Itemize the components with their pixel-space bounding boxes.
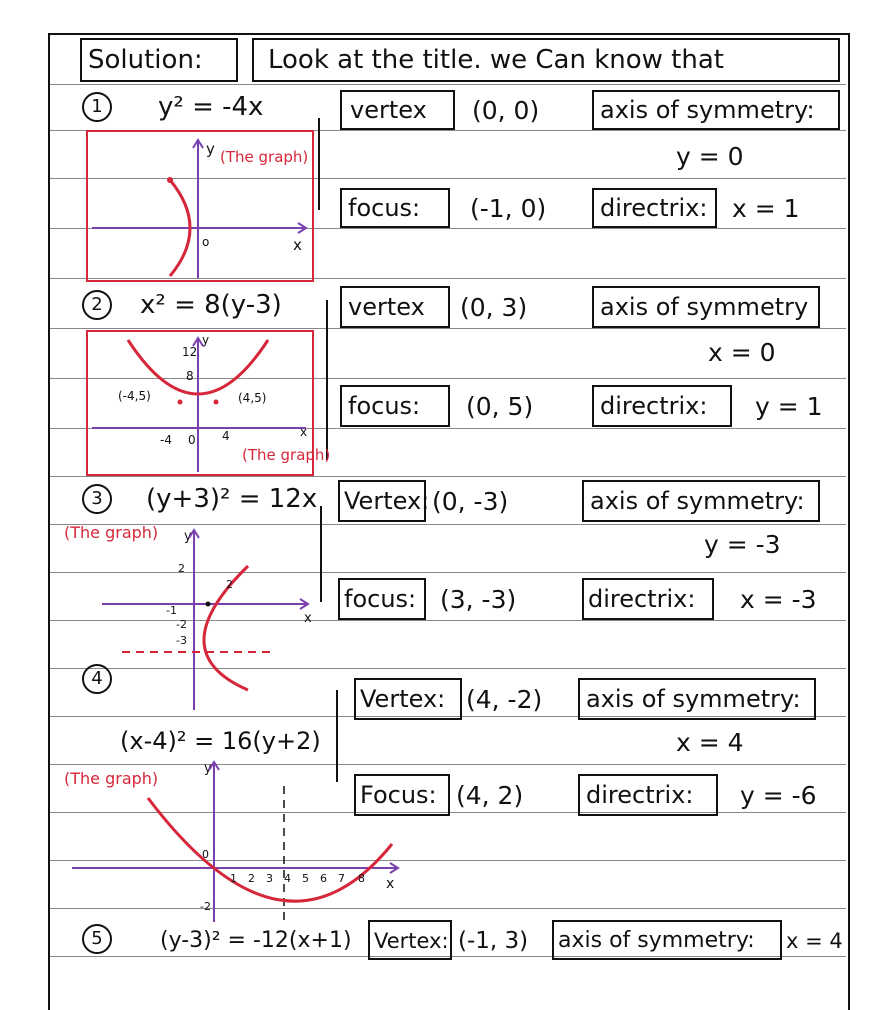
tick-label: -2 bbox=[176, 618, 187, 631]
vertex-label: Vertex: bbox=[360, 685, 446, 713]
axis-label: axis of symmetry: bbox=[586, 685, 801, 713]
focus-label: focus: bbox=[348, 392, 421, 420]
tick-label: -4 bbox=[160, 433, 172, 447]
directrix-label: directrix: bbox=[588, 585, 696, 613]
vertex-label: Vertex: bbox=[344, 487, 430, 515]
graph-2-svg bbox=[88, 332, 331, 474]
y-axis-label: y bbox=[206, 140, 215, 158]
parabola-curve bbox=[148, 798, 395, 901]
vertex-label: vertex bbox=[348, 293, 425, 321]
equation: x² = 8(y-3) bbox=[140, 290, 282, 320]
graph-caption: (The graph) bbox=[64, 523, 159, 542]
vertex-value: (0, -3) bbox=[432, 487, 509, 516]
directrix-label: directrix: bbox=[600, 194, 708, 222]
tick-label: 7 bbox=[338, 872, 345, 885]
tick-label: 3 bbox=[266, 872, 273, 885]
vertex-label: Vertex: bbox=[374, 929, 449, 953]
problem-number: 1 bbox=[82, 92, 112, 122]
tick-label: -2 bbox=[200, 900, 211, 913]
tick-label: 1 bbox=[230, 872, 237, 885]
tick-label: 2 bbox=[248, 872, 255, 885]
y-axis-label: y bbox=[204, 761, 212, 776]
point bbox=[214, 400, 219, 405]
tick-label: 8 bbox=[186, 369, 194, 383]
axis-label: axis of symmetry: bbox=[558, 928, 755, 953]
focus-label: focus: bbox=[344, 585, 417, 613]
point-label: (-4,5) bbox=[118, 389, 151, 403]
axis-value: x = 4 bbox=[676, 728, 744, 757]
axis-value: y = -3 bbox=[704, 530, 781, 559]
axis-value: y = 0 bbox=[676, 142, 744, 171]
vertex-label: vertex bbox=[350, 96, 427, 124]
directrix-value: y = 1 bbox=[755, 392, 823, 421]
point bbox=[206, 602, 211, 607]
tick-label: 6 bbox=[320, 872, 327, 885]
tick-label: 12 bbox=[182, 345, 198, 359]
focus-value: (3, -3) bbox=[440, 585, 517, 614]
solution-label: Solution: bbox=[88, 45, 203, 75]
vertex-value: (0, 3) bbox=[460, 293, 528, 322]
intro-text: Look at the title. we Can know that bbox=[268, 45, 724, 75]
axis-label: axis of symmetry: bbox=[600, 96, 815, 124]
point-label: 2 bbox=[226, 578, 233, 591]
x-axis-label: x bbox=[304, 611, 312, 626]
point bbox=[167, 177, 173, 183]
tick-label: 2 bbox=[178, 562, 185, 575]
directrix-value: x = -3 bbox=[740, 585, 817, 614]
equation: (y-3)² = -12(x+1) bbox=[160, 928, 352, 953]
tick-label: -3 bbox=[176, 634, 187, 647]
point-label: (4,5) bbox=[238, 391, 267, 405]
axis-label: axis of symmetry: bbox=[590, 487, 805, 515]
axis-label: axis of symmetry bbox=[600, 293, 809, 321]
x-axis-label: x bbox=[293, 236, 302, 254]
graph-1 bbox=[86, 130, 314, 282]
graph-4 bbox=[62, 758, 412, 922]
origin-label: 0 bbox=[188, 433, 196, 447]
y-axis-label: y bbox=[202, 333, 210, 347]
problem-number: 3 bbox=[82, 484, 112, 514]
directrix-label: directrix: bbox=[586, 781, 694, 809]
graph-caption: (The graph) bbox=[64, 769, 159, 788]
graph-2 bbox=[86, 330, 331, 476]
equation: y² = -4x bbox=[158, 92, 264, 122]
graph-caption: (The graph) bbox=[242, 446, 331, 464]
axis-value: x = 0 bbox=[708, 338, 776, 367]
brace bbox=[318, 118, 320, 210]
tick-label: 8 bbox=[358, 872, 365, 885]
tick-label: 5 bbox=[302, 872, 309, 885]
equation: (y+3)² = 12x bbox=[146, 484, 318, 514]
directrix-label: directrix: bbox=[600, 392, 708, 420]
x-axis-label: x bbox=[300, 425, 308, 439]
vertex-value: (0, 0) bbox=[472, 96, 540, 125]
graph-caption: (The graph) bbox=[220, 148, 309, 166]
directrix-value: y = -6 bbox=[740, 781, 817, 810]
tick-label: -1 bbox=[166, 604, 177, 617]
problem-number: 2 bbox=[82, 290, 112, 320]
axis-value: x = 4 bbox=[786, 929, 843, 953]
vertex-value: (-1, 3) bbox=[458, 928, 529, 954]
point bbox=[178, 400, 183, 405]
tick-label: 4 bbox=[284, 872, 291, 885]
origin-label: 0 bbox=[202, 848, 209, 861]
vertex-value: (4, -2) bbox=[466, 685, 543, 714]
equation: (x-4)² = 16(y+2) bbox=[120, 727, 321, 755]
focus-value: (-1, 0) bbox=[470, 194, 547, 223]
y-axis-label: y bbox=[184, 529, 192, 544]
problem-number: 5 bbox=[82, 924, 112, 954]
focus-label: Focus: bbox=[360, 781, 437, 809]
graph-1-svg bbox=[88, 132, 312, 280]
origin-label: o bbox=[202, 235, 210, 249]
x-axis-label: x bbox=[386, 876, 395, 892]
focus-value: (0, 5) bbox=[466, 392, 534, 421]
directrix-value: x = 1 bbox=[732, 194, 800, 223]
brace bbox=[326, 300, 328, 460]
tick-label: 4 bbox=[222, 429, 230, 443]
problem-number: 4 bbox=[82, 664, 112, 694]
focus-value: (4, 2) bbox=[456, 781, 524, 810]
focus-label: focus: bbox=[348, 194, 421, 222]
